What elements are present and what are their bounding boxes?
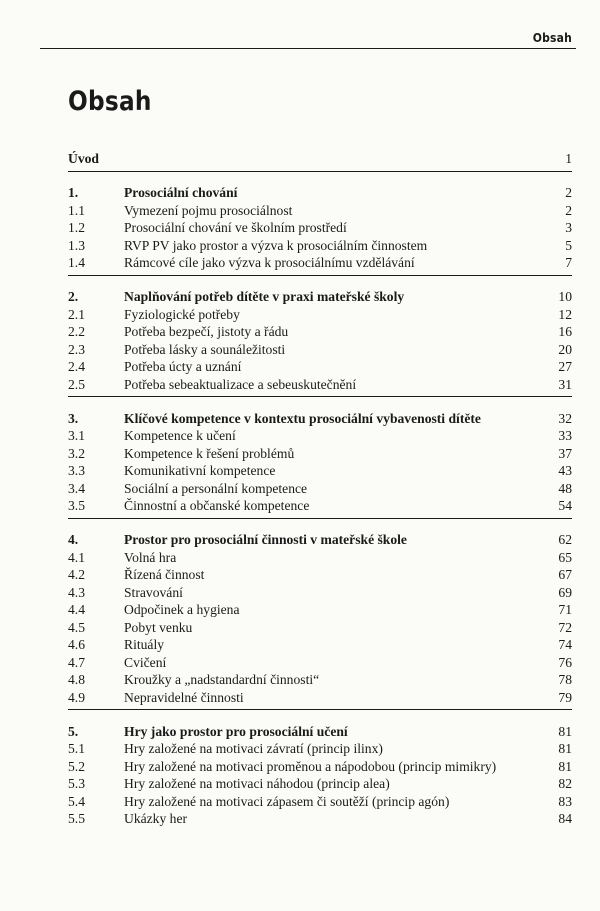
toc-entry-title: Rituály xyxy=(124,637,165,652)
toc-entry-page: 71 xyxy=(558,602,572,617)
toc-entry-title: Řízená činnost xyxy=(124,567,205,582)
toc-entry-page: 27 xyxy=(558,359,572,374)
toc-entry-title: Potřeba lásky a sounáležitosti xyxy=(124,341,286,357)
toc-entry-number: 2.3 xyxy=(68,341,85,357)
toc-entry[interactable] xyxy=(68,202,572,220)
toc-entry-page: 5 xyxy=(565,237,572,253)
toc-entry[interactable] xyxy=(68,671,572,689)
toc-entry-number: 4.1 xyxy=(68,549,85,565)
toc-entry-page: 69 xyxy=(558,584,572,600)
toc-entry-title: Cvičení xyxy=(124,654,167,670)
toc-entry-number: 4.4 xyxy=(68,602,85,617)
toc-chapter-heading[interactable] xyxy=(68,288,572,306)
toc-entry-page: 16 xyxy=(558,324,572,339)
toc-entry-number: 1.3 xyxy=(68,237,85,253)
toc-entry-page: 82 xyxy=(558,776,572,791)
toc-entry-title: Kompetence k učení xyxy=(124,428,236,443)
toc-entry[interactable] xyxy=(68,740,572,758)
toc-entry[interactable] xyxy=(68,462,572,480)
toc-entry-number: 5. xyxy=(68,723,79,739)
toc-entry-page: 74 xyxy=(558,637,572,652)
toc-entry-title: Komunikativní kompetence xyxy=(124,463,276,478)
toc-entry-title: Klíčové kompetence v kontextu prosociální vybavenosti dítěte xyxy=(124,410,481,426)
toc-entry[interactable] xyxy=(68,497,572,515)
toc-entry[interactable] xyxy=(68,427,572,445)
toc-entry-title: Stravování xyxy=(124,584,183,600)
toc-entry-title: Ukázky her xyxy=(124,811,188,826)
toc-entry-number: 2.4 xyxy=(68,359,85,374)
toc-entry-page: 20 xyxy=(558,341,572,357)
toc-entry[interactable] xyxy=(68,306,572,324)
toc-entry[interactable] xyxy=(68,480,572,498)
toc-entry[interactable] xyxy=(68,601,572,619)
toc-entry-page: 7 xyxy=(565,255,572,270)
toc-entry-title: Kompetence k řešení problémů xyxy=(124,445,295,461)
toc-entry-title: Prostor pro prosociální činnosti v mateřské škole xyxy=(124,532,407,547)
toc-entry-number: 4.3 xyxy=(68,584,85,600)
toc-entry[interactable] xyxy=(68,358,572,376)
toc-entry[interactable] xyxy=(68,775,572,793)
toc-entry[interactable] xyxy=(68,549,572,567)
toc-entry-title: Vymezení pojmu prosociálnost xyxy=(124,202,293,218)
toc-entry-title: Hry založené na motivaci závratí (princip ilinx) xyxy=(124,741,383,756)
toc-entry-intro[interactable] xyxy=(68,150,572,168)
toc-entry-title: Prosociální chování xyxy=(124,185,238,200)
toc-entry-page: 81 xyxy=(558,723,572,739)
section-rule xyxy=(68,709,572,710)
toc-entry-page: 83 xyxy=(558,793,572,809)
toc-entry-title: Hry založené na motivaci náhodou (princip alea) xyxy=(124,776,390,791)
toc-entry[interactable] xyxy=(68,636,572,654)
toc-entry-title: Hry založené na motivaci zápasem či soutěží (princip agón) xyxy=(124,793,450,809)
page-title: Obsah xyxy=(68,86,152,117)
toc-entry-page: 54 xyxy=(558,498,572,513)
section-rule xyxy=(68,171,572,172)
toc-entry-number: 4. xyxy=(68,532,79,547)
toc-entry-page: 37 xyxy=(558,445,572,461)
toc-entry-number: 4.9 xyxy=(68,689,85,705)
toc-entry-title: Potřeba sebeaktualizace a sebeuskutečnění xyxy=(124,376,357,392)
toc-entry-title: Odpočinek a hygiena xyxy=(124,602,240,617)
toc-entry-number: 2.5 xyxy=(68,376,85,392)
toc-entry-number: 3. xyxy=(68,410,79,426)
toc-entry-number: 4.7 xyxy=(68,654,85,670)
toc-entry-title: Hry založené na motivaci proměnou a nápodobou (princip mimikry) xyxy=(124,758,497,774)
toc-entry[interactable] xyxy=(68,254,572,272)
toc-entry-page: 10 xyxy=(558,289,572,304)
toc-entry-number: 4.8 xyxy=(68,672,85,687)
toc-entry-number: 5.4 xyxy=(68,793,85,809)
toc-entry[interactable] xyxy=(68,793,572,811)
toc-entry-page: 62 xyxy=(558,532,572,547)
toc-entry-title: Nepravidelné činnosti xyxy=(124,689,244,705)
toc-entry-title: Kroužky a „nadstandardní činnosti“ xyxy=(124,672,320,687)
toc-entry-number: 5.3 xyxy=(68,776,85,791)
toc-entry-number: 2. xyxy=(68,289,79,304)
toc-entry-page: 76 xyxy=(558,654,572,670)
toc-entry[interactable] xyxy=(68,219,572,237)
toc-entry-title: Volná hra xyxy=(124,549,177,565)
table-of-contents xyxy=(68,150,572,828)
toc-entry-title: RVP PV jako prostor a výzva k prosociálním činnostem xyxy=(124,237,428,253)
toc-entry-title: Sociální a personální kompetence xyxy=(124,480,308,496)
section-rule xyxy=(68,518,572,519)
toc-entry-title: Rámcové cíle jako výzva k prosociálnímu vzdělávání xyxy=(124,255,415,270)
toc-chapter-4 xyxy=(68,531,572,706)
section-rule xyxy=(68,396,572,397)
toc-entry-page: 72 xyxy=(558,619,572,635)
toc-chapter-heading[interactable] xyxy=(68,410,572,428)
toc-entry-page: 48 xyxy=(558,480,572,496)
toc-entry-number: 5.2 xyxy=(68,758,85,774)
toc-entry-title: Prosociální chování ve školním prostředí xyxy=(124,220,347,235)
toc-entry[interactable] xyxy=(68,584,572,602)
toc-entry-number: 5.5 xyxy=(68,811,85,826)
toc-entry-page: 79 xyxy=(558,689,572,705)
toc-chapter-3 xyxy=(68,410,572,515)
toc-entry-page: 2 xyxy=(565,185,572,200)
running-head: Obsah xyxy=(532,31,572,45)
toc-entry-page: 43 xyxy=(558,463,572,478)
toc-chapter-5 xyxy=(68,723,572,828)
toc-chapter-heading[interactable] xyxy=(68,723,572,741)
toc-entry-page: 33 xyxy=(558,428,572,443)
section-rule xyxy=(68,275,572,276)
toc-entry-number: 2.2 xyxy=(68,324,85,339)
toc-entry[interactable] xyxy=(68,758,572,776)
toc-entry-number: 2.1 xyxy=(68,306,85,322)
toc-entry[interactable] xyxy=(68,810,572,828)
toc-chapter-1 xyxy=(68,184,572,272)
toc-entry[interactable] xyxy=(68,376,572,394)
toc-entry[interactable] xyxy=(68,323,572,341)
toc-entry-page: 1 xyxy=(565,151,572,166)
toc-entry-number: 1.1 xyxy=(68,202,85,218)
toc-entry-title: Hry jako prostor pro prosociální učení xyxy=(124,723,348,739)
toc-entry[interactable] xyxy=(68,445,572,463)
toc-entry-page: 2 xyxy=(565,202,572,218)
toc-entry[interactable] xyxy=(68,341,572,359)
toc-entry-number: 1. xyxy=(68,185,79,200)
toc-entry-title: Úvod xyxy=(68,151,99,166)
toc-entry-page: 32 xyxy=(558,410,572,426)
toc-entry-page: 65 xyxy=(558,549,572,565)
toc-chapter-heading[interactable] xyxy=(68,184,572,202)
toc-entry[interactable] xyxy=(68,566,572,584)
toc-entry-number: 3.2 xyxy=(68,445,85,461)
toc-entry-number: 4.5 xyxy=(68,619,85,635)
toc-chapter-2 xyxy=(68,288,572,393)
toc-entry-number: 3.3 xyxy=(68,463,85,478)
toc-entry[interactable] xyxy=(68,619,572,637)
toc-entry-number: 3.5 xyxy=(68,498,85,513)
toc-entry-title: Fyziologické potřeby xyxy=(124,306,240,322)
toc-entry-number: 1.4 xyxy=(68,255,85,270)
toc-chapters xyxy=(68,184,572,828)
toc-entry[interactable] xyxy=(68,689,572,707)
header-rule xyxy=(40,48,576,49)
toc-entry[interactable] xyxy=(68,654,572,672)
toc-entry-page: 67 xyxy=(558,567,572,582)
toc-entry-page: 78 xyxy=(558,672,572,687)
toc-entry-number: 3.1 xyxy=(68,428,85,443)
toc-entry-number: 5.1 xyxy=(68,741,85,756)
toc-entry-page: 81 xyxy=(558,758,572,774)
toc-entry-page: 81 xyxy=(558,741,572,756)
toc-entry-title: Činnostní a občanské kompetence xyxy=(124,498,310,513)
toc-entry-title: Potřeba úcty a uznání xyxy=(124,359,242,374)
toc-entry-number: 4.2 xyxy=(68,567,85,582)
toc-entry-page: 31 xyxy=(558,376,572,392)
toc-entry-page: 12 xyxy=(558,306,572,322)
toc-entry-number: 3.4 xyxy=(68,480,85,496)
toc-entry[interactable] xyxy=(68,237,572,255)
toc-entry-title: Naplňování potřeb dítěte v praxi mateřské školy xyxy=(124,289,405,304)
toc-entry-number: 1.2 xyxy=(68,220,85,235)
toc-entry-page: 84 xyxy=(558,811,572,826)
toc-entry-page: 3 xyxy=(565,220,572,235)
toc-entry-title: Pobyt venku xyxy=(124,619,193,635)
toc-chapter-heading[interactable] xyxy=(68,531,572,549)
toc-entry-number: 4.6 xyxy=(68,637,85,652)
toc-entry-title: Potřeba bezpečí, jistoty a řádu xyxy=(124,324,289,339)
